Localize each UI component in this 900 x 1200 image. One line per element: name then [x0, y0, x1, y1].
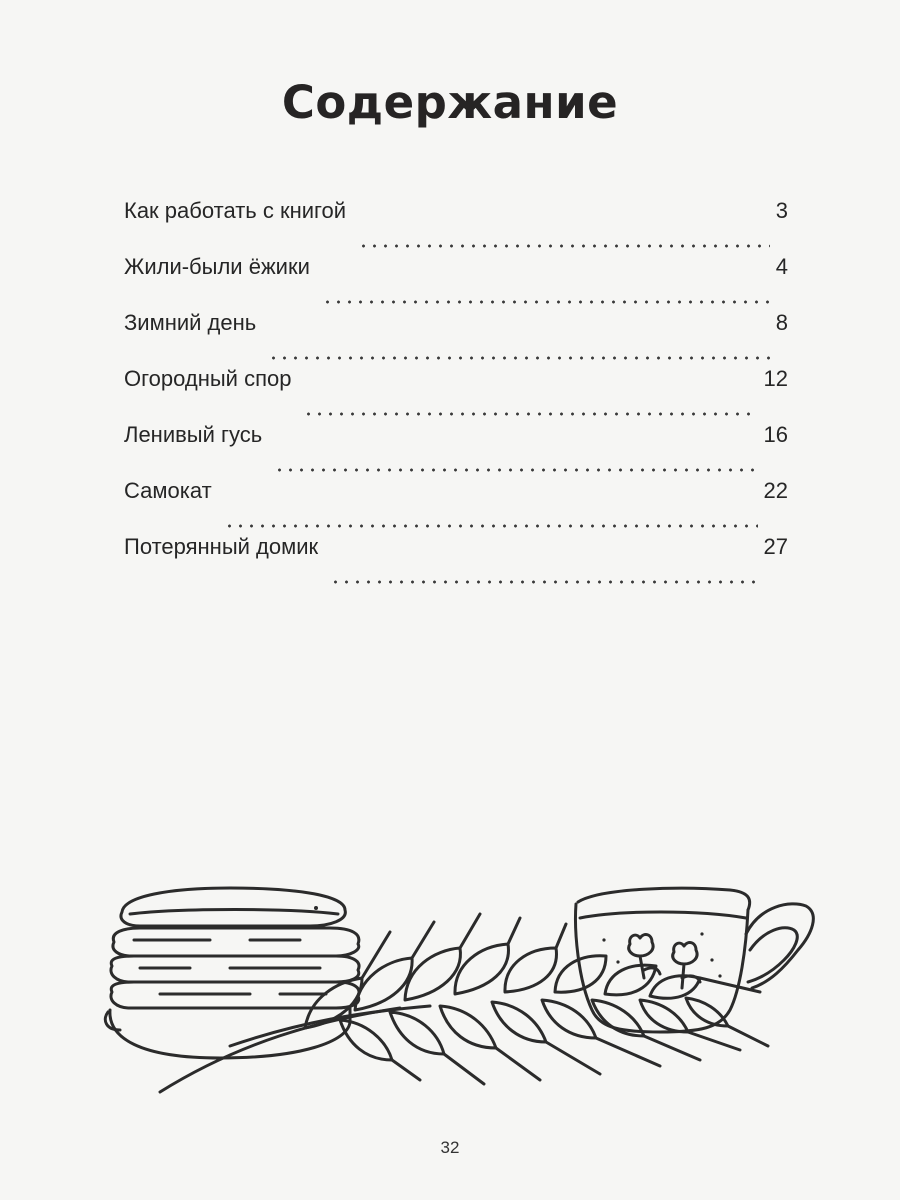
- dot-leader: [330, 580, 757, 584]
- toc-entry-page: 8: [775, 310, 788, 335]
- page-title: Содержание: [281, 76, 619, 129]
- toc-entry-page: 12: [763, 366, 788, 391]
- toc-entry-title: Потерянный домик: [124, 534, 319, 559]
- pancake-stack: [105, 888, 359, 1058]
- table-of-contents: [124, 198, 788, 590]
- page-number: 32: [440, 1138, 460, 1157]
- toc-entry-page: 16: [763, 422, 788, 447]
- toc-entry-title: Ленивый гусь: [124, 422, 263, 447]
- dot-leader: [268, 356, 770, 360]
- toc-entry-title: Как работать с книгой: [124, 198, 347, 223]
- toc-entry[interactable]: [124, 198, 788, 254]
- toc-entry-page: 4: [775, 254, 788, 279]
- toc-entry[interactable]: [124, 478, 788, 534]
- toc-entry-title: Самокат: [124, 478, 212, 503]
- toc-entry[interactable]: [124, 534, 788, 590]
- toc-entry[interactable]: [124, 254, 788, 310]
- toc-entry-title: Жили-были ёжики: [124, 254, 310, 279]
- dot-leader: [224, 524, 758, 528]
- toc-entry-page: 27: [763, 534, 788, 559]
- dot-leader: [358, 244, 770, 248]
- toc-entry[interactable]: [124, 366, 788, 422]
- dot-leader: [274, 468, 757, 472]
- toc-entry[interactable]: [124, 310, 788, 366]
- toc-entry-page: 3: [775, 198, 788, 223]
- toc-entry-page: 22: [763, 478, 788, 503]
- toc-entry-title: Огородный спор: [124, 366, 292, 391]
- toc-entry[interactable]: [124, 422, 788, 478]
- dot-leader: [322, 300, 770, 304]
- toc-entry-title: Зимний день: [124, 310, 257, 335]
- dot-leader: [303, 412, 757, 416]
- pancakes-wheat-teacup-illustration: [100, 870, 820, 1100]
